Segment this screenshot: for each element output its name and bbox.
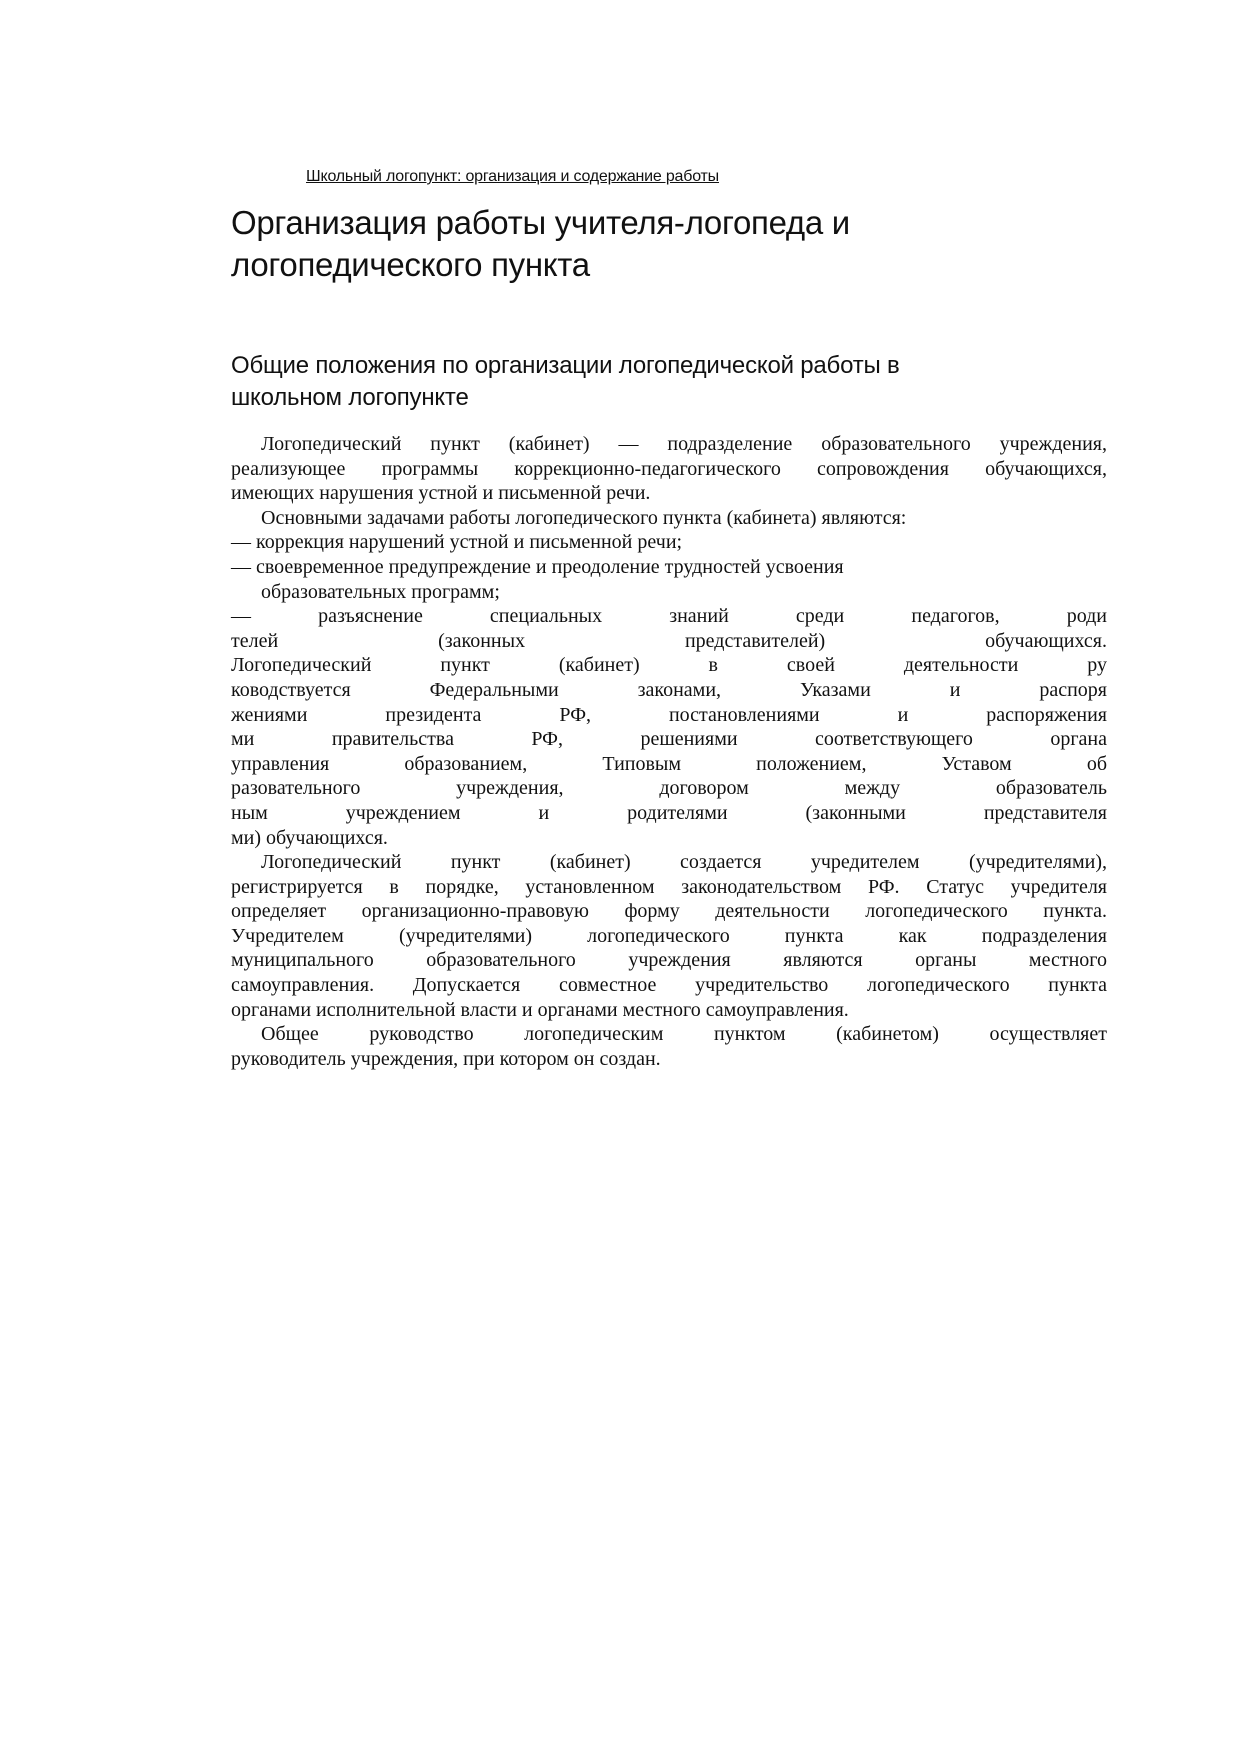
text-line: регистрируется в порядке, установленном законодательством РФ. Статус учредителя (231, 875, 1107, 898)
section-title (231, 350, 1131, 414)
list-item: — своевременное предупреждение и преодоление трудностей усвоения (231, 555, 844, 578)
body-text (231, 432, 1107, 1071)
text-line: органами исполнительной власти и органами местного самоуправления. (231, 998, 849, 1021)
text-line: ным учреждением и родителями (законными представителя (231, 801, 1107, 824)
running-header: Школьный логопункт: организация и содержание работы (306, 168, 719, 185)
text-line: ководствуется Федеральными законами, Указами и распоря (231, 678, 1107, 701)
text-line: Основными задачами работы логопедического пункта (кабинета) являются: (261, 506, 907, 529)
section-title-line: Общие положения по организации логопедической работы в (231, 352, 900, 379)
text-line: ми) обучающихся. (231, 826, 388, 849)
text-line: самоуправления. Допускается совместное учредительство логопедического пункта (231, 974, 1107, 997)
text-line: реализующее программы коррекционно-педагогического сопровождения обучающихся, (231, 457, 1107, 480)
section-title-line: школьном логопункте (231, 384, 469, 411)
text-line: определяет организационно-правовую форму деятельности логопедического пункта. (231, 900, 1107, 923)
chapter-title-line: Организация работы учителя-логопеда и (231, 204, 850, 241)
text-line: имеющих нарушения устной и письменной речи. (231, 482, 651, 505)
chapter-title (231, 202, 1131, 286)
text-line: Логопедический пункт (кабинет) — подразделение образовательного учреждения, (261, 433, 1107, 455)
list-item: — коррекция нарушений устной и письменной речи; (231, 531, 683, 554)
text-line: муниципального образовательного учреждения являются органы местного (231, 949, 1107, 972)
text-line: управления образованием, Типовым положением, Уставом об (231, 752, 1107, 775)
text-line: телей (законных представителей) обучающихся. (231, 629, 1107, 652)
text-line: Логопедический пункт (кабинет) создается учредителем (учредителями), (261, 851, 1107, 874)
text-line: разовательного учреждения, договором между образователь (231, 777, 1107, 800)
text-line: Учредителем (учредителями) логопедического пункта как подразделения (231, 924, 1107, 947)
text-line: Логопедический пункт (кабинет) в своей деятельности ру (231, 654, 1107, 677)
text-line: жениями президента РФ, постановлениями и распоряжения (231, 703, 1107, 726)
list-item-continuation: образовательных программ; (261, 580, 500, 603)
text-line: руководитель учреждения, при котором он создан. (231, 1047, 661, 1070)
text-line: Общее руководство логопедическим пунктом (кабинетом) осуществляет (261, 1023, 1107, 1046)
text-line: ми правительства РФ, решениями соответствующего органа (231, 728, 1107, 751)
list-item: — разъяснение специальных знаний среди педагогов, роди (231, 605, 1107, 628)
chapter-title-line: логопедического пункта (231, 246, 590, 283)
